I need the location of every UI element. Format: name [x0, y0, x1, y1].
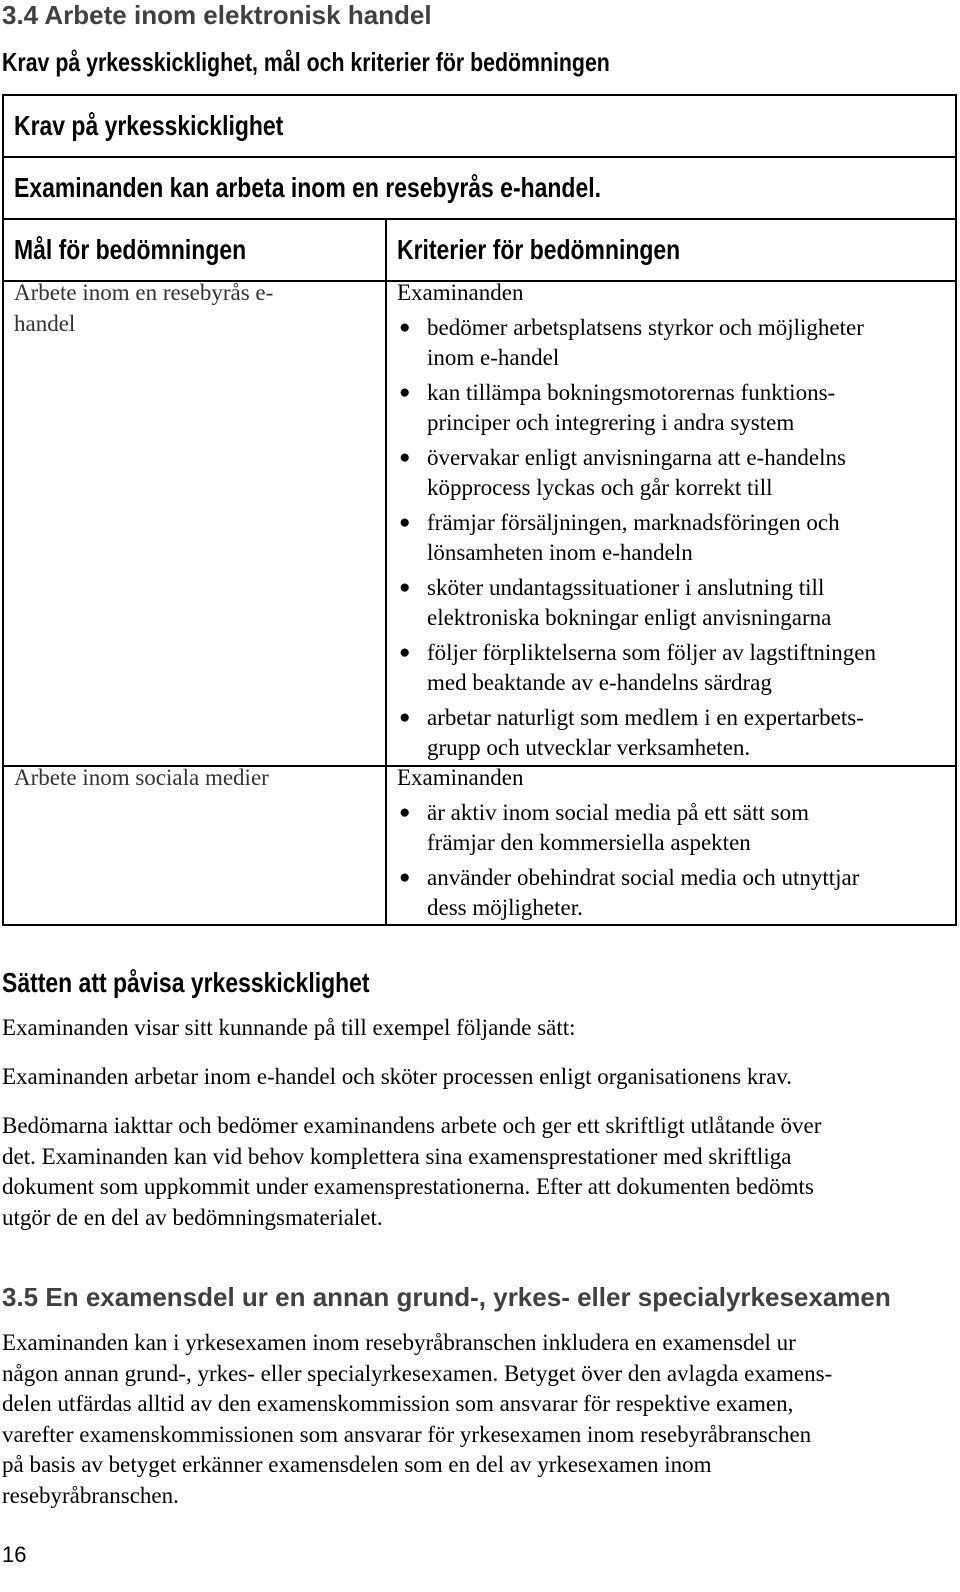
criteria-intro: Examinanden — [397, 280, 524, 305]
list-item: ● är aktiv inom social media på ett sätt som främjar den kommersiella aspekten — [399, 799, 809, 855]
section-heading-3-5: 3.5 En examensdel ur en annan grund-, yrkes- eller specialyrkesexamen — [2, 1282, 891, 1312]
requirement-heading: Krav på yrkesskicklighet — [14, 110, 284, 141]
goal-cell: Arbete inom en resebyrås e- handel — [14, 280, 274, 336]
methods-heading: Sätten att påvisa yrkesskicklighet — [2, 967, 370, 998]
table-row-requirement — [4, 96, 955, 158]
criteria-cell — [397, 763, 937, 928]
assessment-table — [2, 94, 957, 926]
subtitle: Krav på yrkesskicklighet, mål och kriterier för bedömningen — [2, 47, 610, 77]
column-header-goals: Mål för bedömningen — [14, 234, 247, 265]
list-item: ● arbetar naturligt som medlem i en expertarbets- grupp och utvecklar verksamheten. — [399, 704, 864, 760]
methods-paragraph-2: Examinanden arbetar inom e-handel och sköter processen enligt organisationens krav. — [2, 1064, 793, 1089]
criteria-intro: Examinanden — [397, 765, 524, 790]
list-item: ● sköter undantagssituationer i anslutning till elektroniska bokningar enligt anvisningarna — [399, 574, 832, 630]
table-row-statement — [4, 158, 955, 220]
list-item: ● bedömer arbetsplatsens styrkor och möjligheter inom e-handel — [399, 314, 864, 370]
examinee-statement: Examinanden kan arbeta inom en resebyrås e-handel. — [14, 172, 601, 203]
section-heading-3-4: 3.4 Arbete inom elektronisk handel — [2, 0, 432, 30]
criteria-cell — [397, 278, 937, 768]
section-3-5-paragraph: Examinanden kan i yrkesexamen inom resebyråbranschen inkludera en examensdel ur någon annan grund-, yrkes- eller specialyrkesexamen. Betyget över den avlagda examens- delen utfärdas alltid av den examenskommission som ansvarar för respektive examen, varefter examenskommissionen som ansvarar för yrkesexamen inom resebyråbranschen på basis av betyget erkänner examensdelen som en del av yrkesexamen inom resebyråbranschen. — [2, 1330, 833, 1508]
list-item: ● använder obehindrat social media och utnyttjar dess möjligheter. — [399, 864, 860, 920]
methods-paragraph-3: Bedömarna iakttar och bedömer examinandens arbete och ger ett skriftligt utlåtande över det. Examinanden kan vid behov komplettera sina examensprestationer med skriftliga dokument som uppkommit under examensprestationerna. Efter att dokumenten bedömts utgör de en del av bedömningsmaterialet. — [2, 1113, 822, 1230]
list-item: ● kan tillämpa bokningsmotorernas funktions- principer och integrering i andra system — [399, 379, 836, 435]
table-row — [4, 767, 955, 924]
table-row — [4, 282, 955, 767]
column-header-criteria: Kriterier för bedömningen — [397, 234, 681, 265]
methods-paragraph-1: Examinanden visar sitt kunnande på till exempel följande sätt: — [2, 1015, 576, 1040]
list-item: ● övervakar enligt anvisningarna att e-handelns köpprocess lyckas och går korrekt till — [399, 444, 846, 500]
page-number: 16 — [2, 1542, 27, 1567]
criteria-list — [397, 798, 937, 924]
goal-cell: Arbete inom sociala medier — [14, 765, 269, 790]
table-header-row — [4, 220, 955, 282]
criteria-list — [397, 313, 937, 764]
list-item: ● följer förpliktelserna som följer av lagstiftningen med beaktande av e-handelns särdrag — [399, 639, 877, 695]
list-item: ● främjar försäljningen, marknadsföringen och lönsamheten inom e-handeln — [399, 509, 840, 565]
